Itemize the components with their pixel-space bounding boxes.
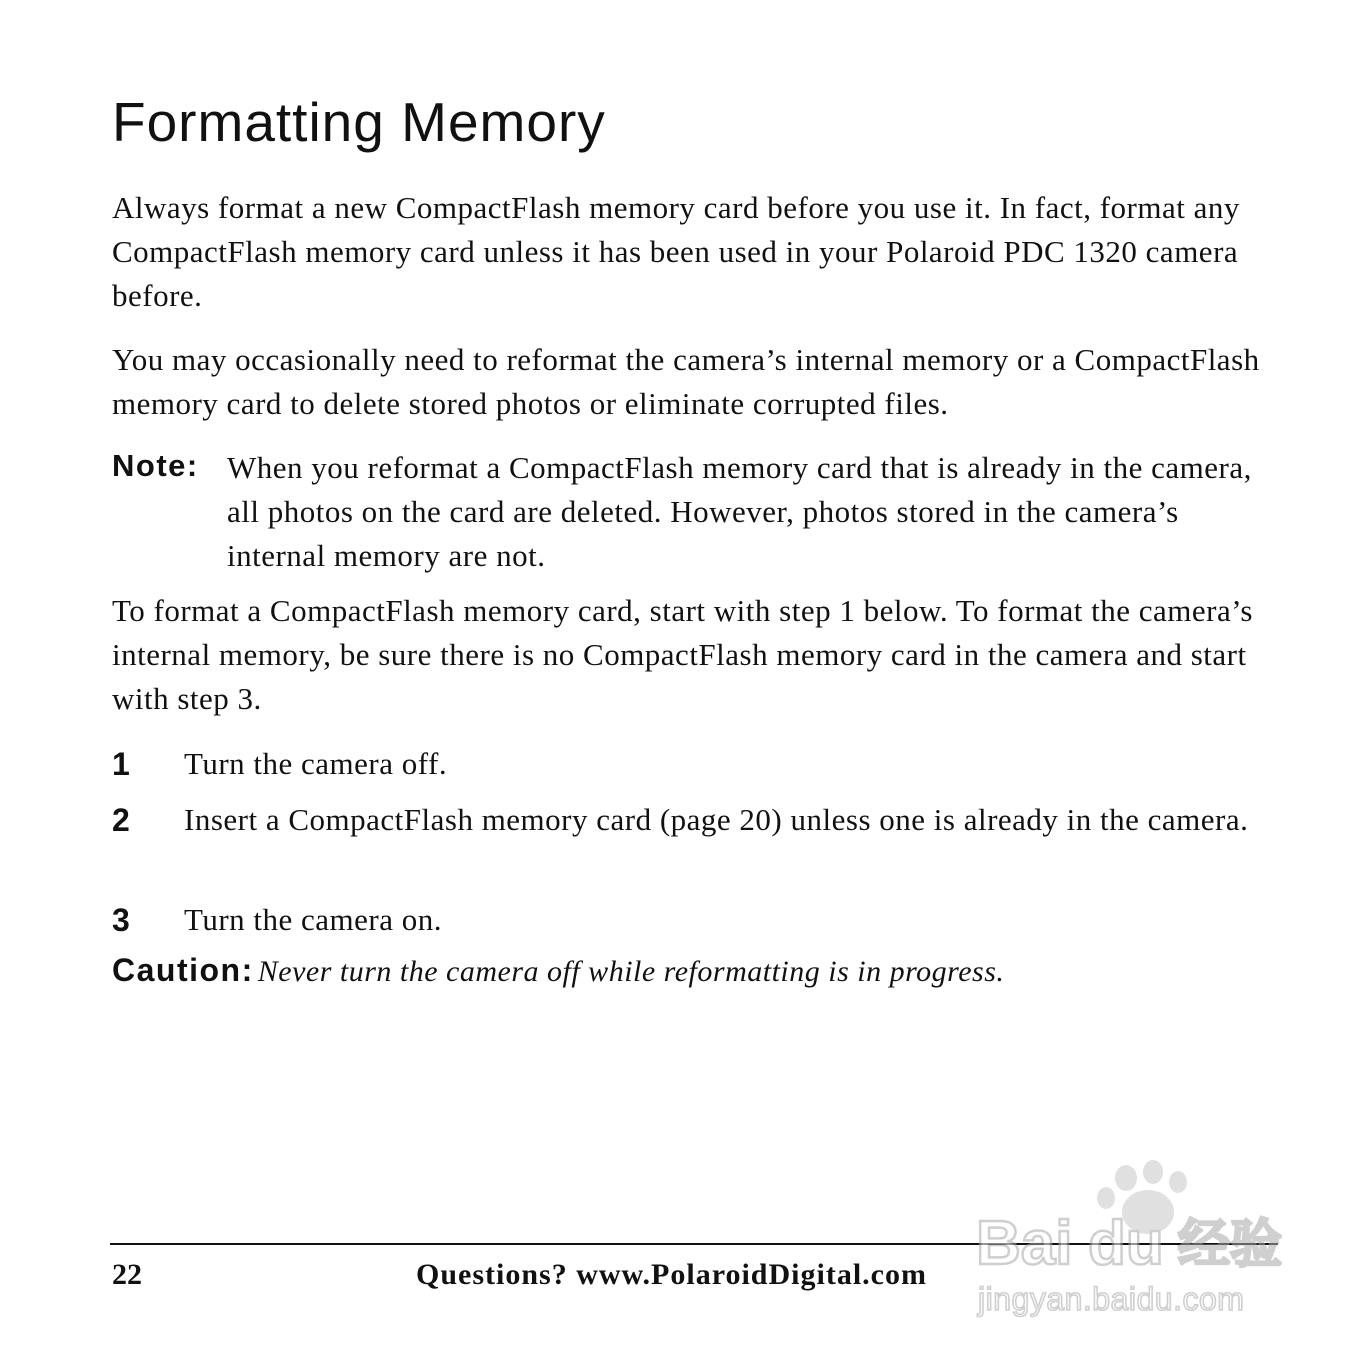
page-title: Formatting Memory	[112, 91, 606, 153]
watermark-logo-text	[976, 1209, 1282, 1278]
step-text: Turn the camera on.	[184, 902, 443, 937]
svg-text:经验: 经验	[1178, 1216, 1283, 1274]
step-number: 3	[112, 902, 130, 938]
intro-paragraph: Always format a new CompactFlash memory card before you use it. In fact, format any CompactFlash memory card unless it has been used in your Polaroid PDC 1320 camera before.	[112, 190, 1240, 313]
baidu-watermark-logo	[968, 1160, 1298, 1330]
step-number: 1	[112, 746, 130, 782]
note-text: When you reformat a CompactFlash memory card that is already in the camera, all photos on the card are deleted. However, photos stored in the camera’s internal memory are not.	[227, 450, 1252, 573]
caution-block	[112, 952, 1282, 989]
reformat-paragraph: You may occasionally need to reformat the camera’s internal memory or a CompactFlash memory card to delete stored photos or eliminate corrupted files.	[112, 342, 1260, 421]
svg-text:Bai: Bai	[976, 1209, 1073, 1278]
instructions-paragraph: To format a CompactFlash memory card, start with step 1 below. To format the camera’s internal memory, be sure there is no CompactFlash memory card in the camera and start with step 3.	[112, 593, 1253, 716]
svg-text:du: du	[1088, 1209, 1164, 1278]
watermark-url: jingyan.baidu.com	[978, 1281, 1245, 1317]
caution-text: Never turn the camera off while reformatting is in progress.	[257, 955, 1005, 988]
step-text: Insert a CompactFlash memory card (page 20) unless one is already in the camera.	[184, 802, 1249, 837]
footer-contact: Questions? www.PolaroidDigital.com	[416, 1258, 927, 1291]
note-label: Note:	[112, 448, 199, 483]
page-number: 22	[112, 1258, 142, 1291]
step-number: 2	[112, 802, 130, 838]
caution-label: Caution:	[112, 952, 254, 988]
step-text: Turn the camera off.	[184, 746, 448, 781]
